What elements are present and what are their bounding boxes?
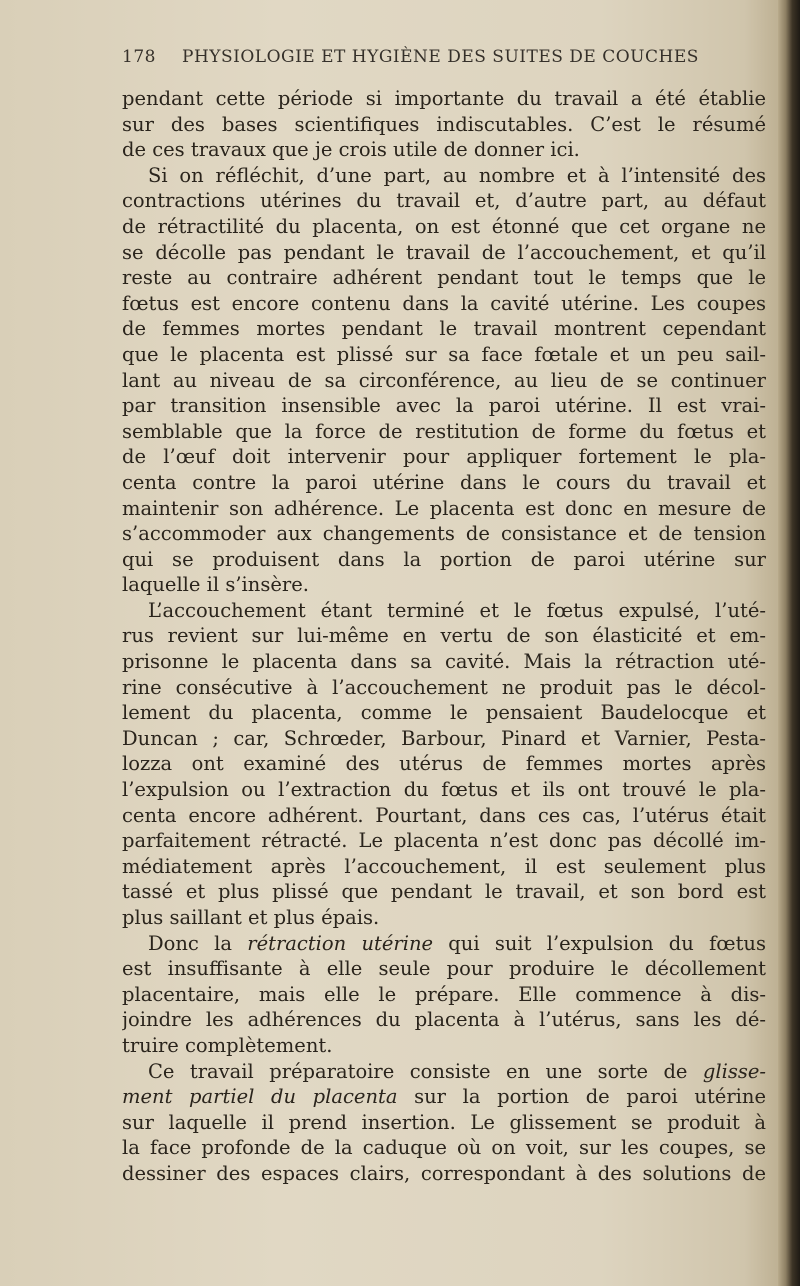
body-text — [122, 86, 766, 1187]
text-line: de femmes mortes pendant le travail montrent cependant — [122, 317, 766, 341]
text-line: de ces travaux que je crois utile de donner ici. — [122, 138, 580, 162]
italic-term: glisse- — [702, 1059, 766, 1083]
text-line: lement du placenta, comme le pensaient Baudelocque et — [122, 701, 766, 725]
text-line: lozza ont examiné des utérus de femmes mortes après — [122, 752, 766, 776]
text-line: dessiner des espaces clairs, correspondant à des solutions de — [122, 1161, 766, 1185]
text-line: tassé et plus plissé que pendant le travail, et son bord est — [122, 880, 766, 904]
text-segment: sur la portion de paroi utérine — [397, 1085, 766, 1109]
text-line: l’expulsion ou l’extraction du fœtus et ils ont trouvé le pla- — [122, 778, 766, 802]
text-line: la face profonde de la caduque où on voit, sur les coupes, se — [122, 1136, 766, 1160]
text-line: sur laquelle il prend insertion. Le glissement se produit à — [122, 1110, 766, 1134]
text-line — [122, 931, 766, 957]
text-line: de rétractilité du placenta, on est étonné que cet organe ne — [122, 214, 766, 238]
text-line: maintenir son adhérence. Le placenta est donc en mesure de — [122, 496, 766, 520]
text-segment: Donc la — [148, 931, 248, 955]
text-line: rus revient sur lui-même en vertu de son élasticité et em- — [122, 624, 766, 648]
text-line: sur des bases scientifiques indiscutables. C’est le résumé — [122, 112, 766, 136]
book-edge-shadow — [778, 0, 800, 1286]
text-line: Si on réfléchit, d’une part, au nombre et à l’intensité des — [148, 163, 766, 187]
text-line: rine consécutive à l’accouchement ne produit pas le décol- — [122, 675, 766, 699]
running-title: PHYSIOLOGIE ET HYGIÈNE DES SUITES DE COUCHES — [182, 47, 699, 67]
text-line: contractions utérines du travail et, d’autre part, au défaut — [122, 189, 766, 213]
running-header — [122, 47, 762, 67]
text-line: que le placenta est plissé sur sa face fœtale et un peu sail- — [122, 342, 766, 366]
text-line: L’accouchement étant terminé et le fœtus expulsé, l’uté- — [148, 598, 766, 622]
text-line: prisonne le placenta dans sa cavité. Mais la rétraction uté- — [122, 650, 766, 674]
text-line: se décolle pas pendant le travail de l’accouchement, et qu’il — [122, 240, 766, 264]
text-segment: qui suit l’expulsion du fœtus — [433, 931, 766, 955]
text-line: placentaire, mais elle le prépare. Elle commence à dis- — [122, 982, 766, 1006]
text-line: qui se produisent dans la portion de paroi utérine sur — [122, 547, 766, 571]
text-line: par transition insensible avec la paroi utérine. Il est vrai- — [122, 394, 766, 418]
text-line: truire complètement. — [122, 1033, 333, 1057]
text-line: joindre les adhérences du placenta à l’utérus, sans les dé- — [122, 1008, 766, 1032]
text-line: pendant cette période si importante du travail a été établie — [122, 87, 766, 110]
text-line: plus saillant et plus épais. — [122, 906, 380, 929]
text-line: médiatement après l’accouchement, il est seulement plus — [122, 854, 766, 878]
text-line: s’accommoder aux changements de consistance et de tension — [122, 522, 766, 546]
text-line: reste au contraire adhérent pendant tout le temps que le — [122, 266, 766, 290]
text-line — [122, 1059, 766, 1085]
italic-term: ment partiel du placenta — [122, 1085, 398, 1109]
text-line: fœtus est encore contenu dans la cavité utérine. Les coupes — [122, 291, 766, 315]
italic-term: rétraction utérine — [247, 931, 434, 955]
page-number: 178 — [122, 47, 156, 67]
text-line: semblable que la force de restitution de forme du fœtus et — [122, 419, 766, 443]
text-line: laquelle il s’insère. — [122, 573, 309, 597]
text-line: centa contre la paroi utérine dans le cours du travail et — [122, 470, 766, 494]
text-line: est insuffisante à elle seule pour produire le décollement — [122, 957, 766, 981]
text-line — [122, 1084, 766, 1110]
text-line: parfaitement rétracté. Le placenta n’est donc pas décollé im- — [122, 829, 766, 853]
text-line: centa encore adhérent. Pourtant, dans ces cas, l’utérus était — [122, 803, 766, 827]
text-segment: Ce travail préparatoire consiste en une sorte de — [148, 1059, 703, 1083]
text-line: lant au niveau de sa circonférence, au lieu de se continuer — [122, 368, 766, 392]
text-line: de l’œuf doit intervenir pour appliquer fortement le pla- — [122, 445, 766, 469]
text-line: Duncan ; car, Schrœder, Barbour, Pinard et Varnier, Pesta- — [122, 726, 766, 750]
